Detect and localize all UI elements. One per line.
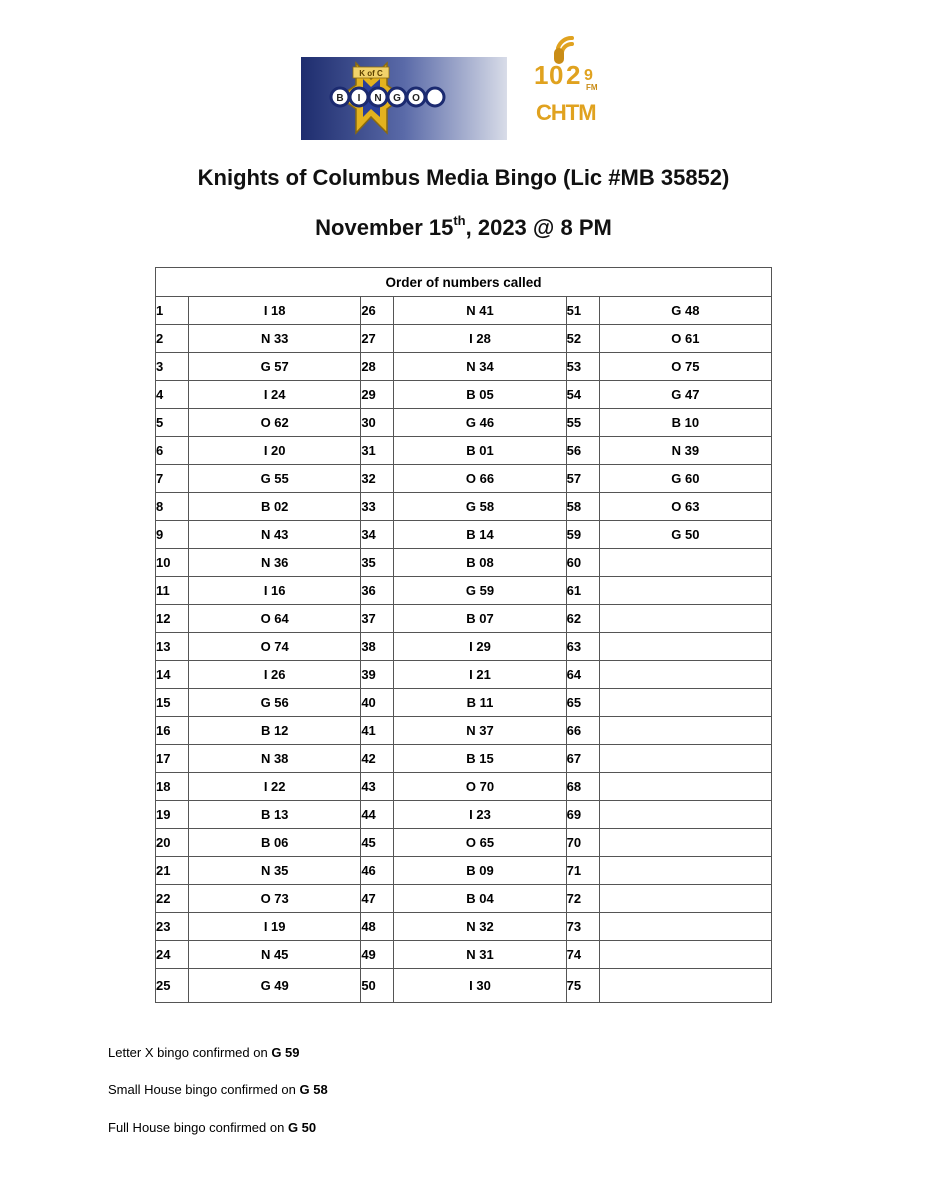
called-ball: I 22 [189, 773, 361, 801]
called-ball [599, 689, 771, 717]
called-ball: B 12 [189, 717, 361, 745]
event-date [0, 215, 927, 241]
call-order-number: 18 [156, 773, 189, 801]
call-order-number: 12 [156, 605, 189, 633]
call-order-number: 3 [156, 353, 189, 381]
call-order-number: 51 [566, 297, 599, 325]
table-row [156, 829, 772, 857]
call-order-number: 47 [361, 885, 394, 913]
table-row [156, 409, 772, 437]
call-order-number: 30 [361, 409, 394, 437]
called-ball [599, 549, 771, 577]
call-order-number: 48 [361, 913, 394, 941]
call-order-number: 28 [361, 353, 394, 381]
called-ball [599, 717, 771, 745]
called-ball: O 65 [394, 829, 566, 857]
call-order-number: 26 [361, 297, 394, 325]
called-ball: G 60 [599, 465, 771, 493]
call-order-number: 15 [156, 689, 189, 717]
call-order-number: 66 [566, 717, 599, 745]
call-order-number: 69 [566, 801, 599, 829]
table-row [156, 801, 772, 829]
table-row [156, 633, 772, 661]
call-order-number: 8 [156, 493, 189, 521]
call-order-number: 41 [361, 717, 394, 745]
called-ball: N 41 [394, 297, 566, 325]
date-prefix: November 15 [315, 215, 454, 240]
called-ball: O 70 [394, 773, 566, 801]
called-ball: B 14 [394, 521, 566, 549]
table-row [156, 549, 772, 577]
called-ball: I 18 [189, 297, 361, 325]
called-ball: B 15 [394, 745, 566, 773]
table-row [156, 521, 772, 549]
svg-text:I: I [357, 93, 361, 104]
called-ball: O 64 [189, 605, 361, 633]
call-order-number: 16 [156, 717, 189, 745]
called-ball: G 56 [189, 689, 361, 717]
called-ball: O 74 [189, 633, 361, 661]
page-title: Knights of Columbus Media Bingo (Lic #MB 35852) [197, 165, 730, 190]
called-ball [599, 857, 771, 885]
called-ball: B 13 [189, 801, 361, 829]
call-order-number: 33 [361, 493, 394, 521]
note-letter-x-value: G 59 [271, 1045, 300, 1060]
called-ball: N 33 [189, 325, 361, 353]
table-row [156, 465, 772, 493]
called-ball [599, 661, 771, 689]
call-order-number: 67 [566, 745, 599, 773]
called-ball [599, 633, 771, 661]
called-ball [599, 829, 771, 857]
called-ball: I 16 [189, 577, 361, 605]
called-ball: B 06 [189, 829, 361, 857]
call-order-number: 37 [361, 605, 394, 633]
called-ball: O 62 [189, 409, 361, 437]
call-order-number: 31 [361, 437, 394, 465]
call-order-number: 42 [361, 745, 394, 773]
call-order-number: 55 [566, 409, 599, 437]
call-order-number: 11 [156, 577, 189, 605]
called-ball: I 30 [394, 969, 566, 1003]
called-ball: I 29 [394, 633, 566, 661]
call-order-number: 52 [566, 325, 599, 353]
table-row [156, 969, 772, 1003]
called-ball: I 23 [394, 801, 566, 829]
call-order-number: 6 [156, 437, 189, 465]
call-order-number: 23 [156, 913, 189, 941]
svg-text:N: N [374, 93, 382, 104]
call-order-number: 56 [566, 437, 599, 465]
call-order-number: 38 [361, 633, 394, 661]
call-order-number: 64 [566, 661, 599, 689]
called-ball: G 57 [189, 353, 361, 381]
call-order-number: 62 [566, 605, 599, 633]
svg-text:FM: FM [586, 83, 598, 92]
called-ball: I 26 [189, 661, 361, 689]
call-order-number: 14 [156, 661, 189, 689]
date-rest: , 2023 @ 8 PM [465, 215, 612, 240]
kc-bingo-logo [301, 57, 507, 140]
call-order-number: 59 [566, 521, 599, 549]
svg-text:0: 0 [549, 60, 564, 90]
call-order-number: 46 [361, 857, 394, 885]
call-order-number: 39 [361, 661, 394, 689]
call-order-number: 44 [361, 801, 394, 829]
call-order-number: 72 [566, 885, 599, 913]
call-order-number: 20 [156, 829, 189, 857]
call-order-number: 13 [156, 633, 189, 661]
table-row [156, 661, 772, 689]
call-order-number: 60 [566, 549, 599, 577]
called-ball: N 31 [394, 941, 566, 969]
called-ball: I 20 [189, 437, 361, 465]
svg-text:G: G [393, 93, 401, 104]
call-order-number: 24 [156, 941, 189, 969]
called-ball: O 61 [599, 325, 771, 353]
called-ball: G 46 [394, 409, 566, 437]
table-row [156, 325, 772, 353]
table-row [156, 353, 772, 381]
date-suffix: th [453, 213, 466, 228]
call-order-number: 5 [156, 409, 189, 437]
called-ball: N 45 [189, 941, 361, 969]
table-caption: Order of numbers called [156, 268, 772, 297]
call-order-number: 35 [361, 549, 394, 577]
table-row [156, 773, 772, 801]
called-ball: I 24 [189, 381, 361, 409]
call-order-number: 63 [566, 633, 599, 661]
table-row [156, 381, 772, 409]
call-order-number: 68 [566, 773, 599, 801]
called-ball [599, 801, 771, 829]
called-ball [599, 913, 771, 941]
called-ball: G 50 [599, 521, 771, 549]
call-order-number: 19 [156, 801, 189, 829]
numbers-called-table [155, 267, 772, 1003]
called-ball: G 55 [189, 465, 361, 493]
call-order-number: 57 [566, 465, 599, 493]
call-order-number: 4 [156, 381, 189, 409]
called-ball: I 21 [394, 661, 566, 689]
called-ball: O 66 [394, 465, 566, 493]
kc-letters: K of C [359, 69, 383, 78]
call-order-number: 61 [566, 577, 599, 605]
note-full-house: Full House bingo confirmed on G 50 [108, 1120, 317, 1135]
call-order-number: 43 [361, 773, 394, 801]
called-ball: N 37 [394, 717, 566, 745]
call-order-number: 70 [566, 829, 599, 857]
called-ball: N 43 [189, 521, 361, 549]
table-row [156, 297, 772, 325]
call-order-number: 2 [156, 325, 189, 353]
call-order-number: 73 [566, 913, 599, 941]
call-order-number: 49 [361, 941, 394, 969]
call-order-number: 58 [566, 493, 599, 521]
note-full-house-value: G 50 [287, 1120, 317, 1135]
call-order-number: 74 [566, 941, 599, 969]
table-row [156, 885, 772, 913]
call-order-number: 27 [361, 325, 394, 353]
call-order-number: 1 [156, 297, 189, 325]
called-ball: B 11 [394, 689, 566, 717]
call-order-number: 36 [361, 577, 394, 605]
svg-text:1: 1 [534, 60, 549, 90]
svg-text:2: 2 [566, 60, 581, 90]
call-order-number: 53 [566, 353, 599, 381]
called-ball: N 32 [394, 913, 566, 941]
called-ball: N 38 [189, 745, 361, 773]
called-ball [599, 969, 771, 1003]
table-row [156, 437, 772, 465]
called-ball: I 28 [394, 325, 566, 353]
table-row [156, 577, 772, 605]
svg-text:9: 9 [584, 67, 593, 84]
chtm-radio-logo [532, 34, 606, 126]
call-order-number: 21 [156, 857, 189, 885]
call-order-number: 40 [361, 689, 394, 717]
call-order-number: 45 [361, 829, 394, 857]
called-ball [599, 773, 771, 801]
table-row [156, 689, 772, 717]
note-small-house-value: G 58 [299, 1082, 328, 1097]
call-order-number: 34 [361, 521, 394, 549]
called-ball: B 02 [189, 493, 361, 521]
called-ball: G 48 [599, 297, 771, 325]
table-row [156, 857, 772, 885]
call-order-number: 29 [361, 381, 394, 409]
called-ball: B 10 [599, 409, 771, 437]
called-ball: B 01 [394, 437, 566, 465]
svg-text:CHTM: CHTM [536, 100, 596, 125]
called-ball: G 49 [189, 969, 361, 1003]
table-row [156, 605, 772, 633]
called-ball [599, 745, 771, 773]
call-order-number: 9 [156, 521, 189, 549]
called-ball: O 63 [599, 493, 771, 521]
called-ball: B 08 [394, 549, 566, 577]
called-ball: N 36 [189, 549, 361, 577]
called-ball: B 04 [394, 885, 566, 913]
call-order-number: 32 [361, 465, 394, 493]
table-row [156, 941, 772, 969]
called-ball [599, 577, 771, 605]
called-ball: B 09 [394, 857, 566, 885]
table-row [156, 717, 772, 745]
table-row [156, 493, 772, 521]
called-ball: N 34 [394, 353, 566, 381]
call-order-number: 25 [156, 969, 189, 1003]
note-small-house: Small House bingo confirmed on G 58 [108, 1082, 328, 1097]
called-ball: B 05 [394, 381, 566, 409]
called-ball: N 39 [599, 437, 771, 465]
call-order-number: 10 [156, 549, 189, 577]
note-letter-x: Letter X bingo confirmed on G 59 [108, 1045, 300, 1060]
called-ball: B 07 [394, 605, 566, 633]
called-ball: N 35 [189, 857, 361, 885]
call-order-number: 17 [156, 745, 189, 773]
called-ball: I 19 [189, 913, 361, 941]
called-ball: O 73 [189, 885, 361, 913]
called-ball: O 75 [599, 353, 771, 381]
call-order-number: 71 [566, 857, 599, 885]
table-row [156, 913, 772, 941]
call-order-number: 7 [156, 465, 189, 493]
call-order-number: 75 [566, 969, 599, 1003]
call-order-number: 65 [566, 689, 599, 717]
svg-text:B: B [336, 93, 344, 104]
table-row [156, 745, 772, 773]
called-ball: G 59 [394, 577, 566, 605]
call-order-number: 22 [156, 885, 189, 913]
called-ball [599, 605, 771, 633]
svg-text:O: O [412, 93, 420, 104]
call-order-number: 54 [566, 381, 599, 409]
called-ball [599, 885, 771, 913]
call-order-number: 50 [361, 969, 394, 1003]
called-ball: G 47 [599, 381, 771, 409]
called-ball: G 58 [394, 493, 566, 521]
called-ball [599, 941, 771, 969]
